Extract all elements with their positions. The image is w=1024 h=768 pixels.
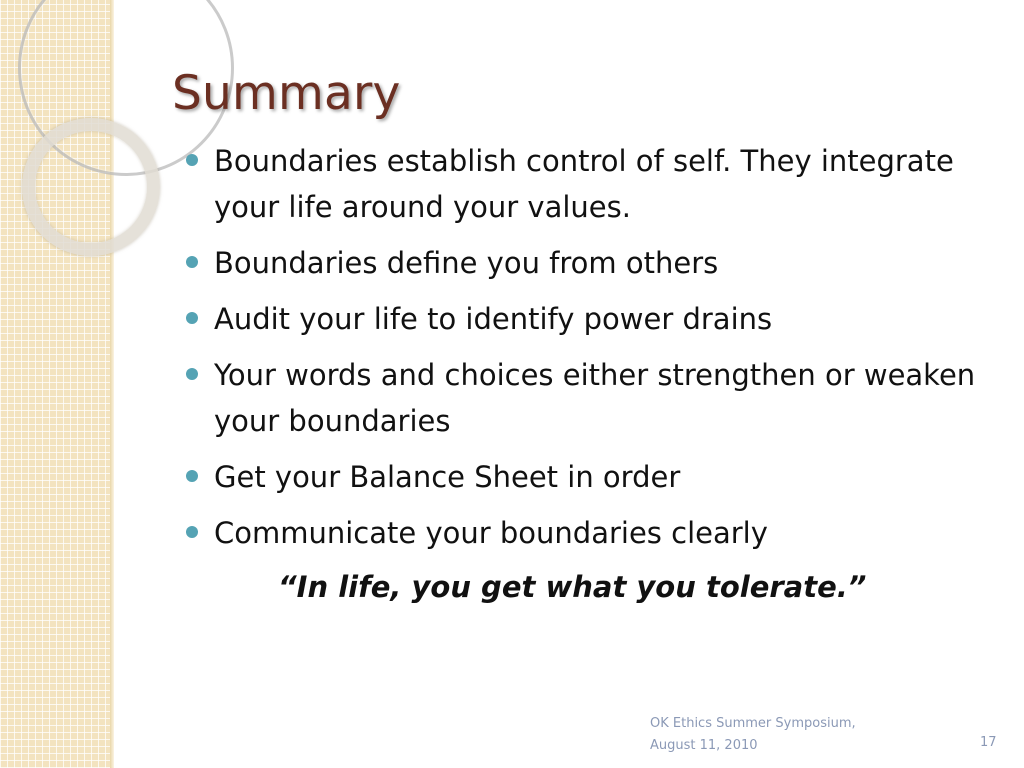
bullet-dot-icon: [186, 256, 198, 268]
bullet-item: [186, 240, 976, 286]
closing-quote: “In life, you get what you tolerate.”: [278, 570, 867, 604]
bullet-dot-icon: [186, 312, 198, 324]
bullet-item: [186, 454, 976, 500]
bullet-text: Your words and choices either strengthen or weaken your boundaries: [214, 358, 976, 438]
decorative-ring-small: [22, 118, 160, 256]
slide-title: Summary: [172, 66, 401, 121]
bullet-text: Audit your life to identify power drains: [214, 302, 773, 336]
footer-event-name: OK Ethics Summer Symposium,: [650, 716, 856, 731]
bullet-item: [186, 510, 976, 556]
bullet-dot-icon: [186, 368, 198, 380]
bullet-dot-icon: [186, 526, 198, 538]
bullet-dot-icon: [186, 470, 198, 482]
footer-event-date: August 11, 2010: [650, 738, 758, 753]
footer-event: [650, 713, 856, 757]
bullet-list: [186, 138, 976, 566]
page-number: 17: [980, 735, 997, 750]
bullet-text: Communicate your boundaries clearly: [214, 516, 768, 550]
bullet-item: [186, 138, 976, 230]
bullet-item: [186, 296, 976, 342]
bullet-item: [186, 352, 976, 444]
bullet-text: Get your Balance Sheet in order: [214, 460, 681, 494]
bullet-dot-icon: [186, 154, 198, 166]
bullet-text: Boundaries establish control of self. They integrate your life around your values.: [214, 144, 954, 224]
bullet-text: Boundaries define you from others: [214, 246, 719, 280]
